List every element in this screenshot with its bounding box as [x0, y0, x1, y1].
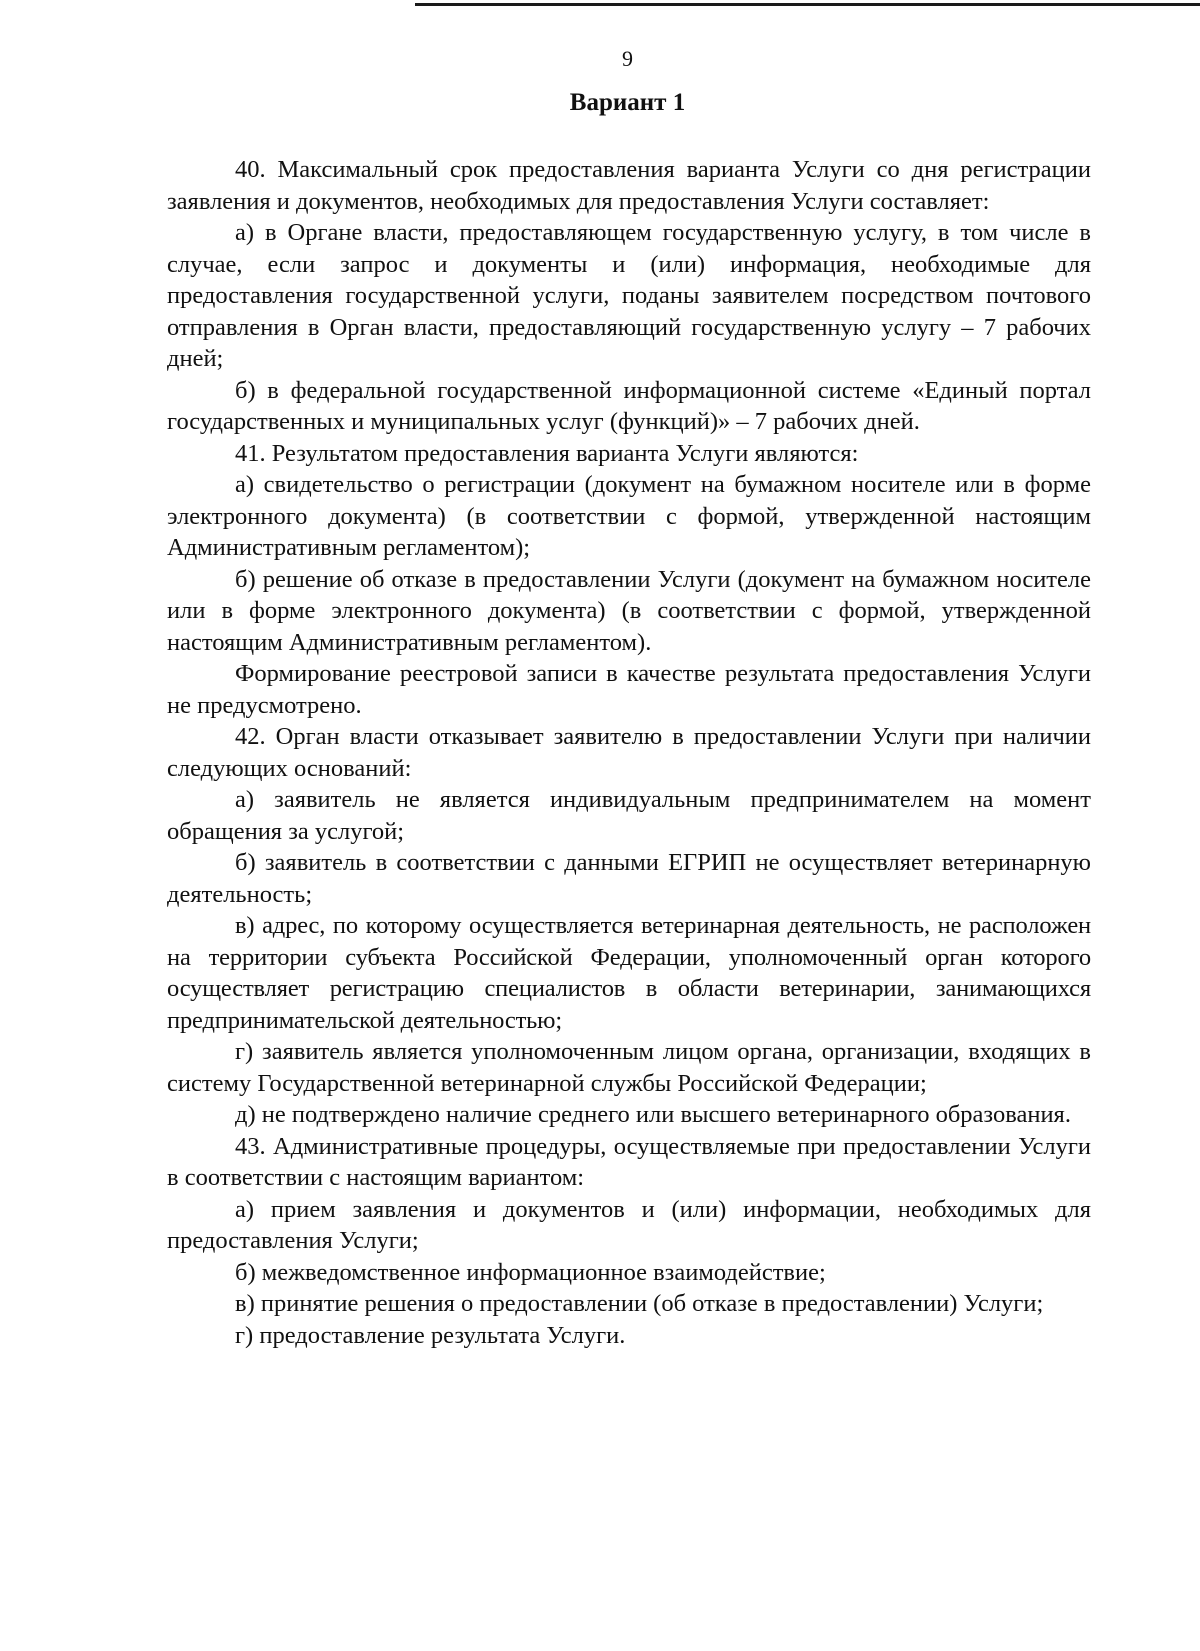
paragraph-43: 43. Административные процедуры, осуществляемые при предоставлении Услуги в соответствии с настоящим вариантом: — [167, 1132, 1091, 1191]
paragraph-42-b: б) заявитель в соответствии с данными ЕГРИП не осуществляет ветеринарную деятельность; — [167, 849, 1091, 908]
paragraph-43-a: а) прием заявления и документов и (или) информации, необходимых для предоставления Услуги; — [167, 1195, 1091, 1254]
paragraph-42-v: в) адрес, по которому осуществляется ветеринарная деятельность, не расположен на территории субъекта Российской Федерации, уполномоченный орган которого осуществляет регистрацию специалистов в области ветеринарии, занимающихся предпринимательской деятельностью; — [167, 912, 1091, 1034]
paragraph-41-b: б) решение об отказе в предоставлении Услуги (документ на бумажном носителе или в форме электронного документа) (в соответствии с формой, утвержденной настоящим Административным регламентом). — [167, 565, 1091, 656]
paragraph-41-note: Формирование реестровой записи в качестве результата предоставления Услуги не предусмотрено. — [167, 660, 1091, 719]
paragraph-43-b: б) межведомственное информационное взаимодействие; — [235, 1258, 826, 1286]
paragraph-40: 40. Максимальный срок предоставления варианта Услуги со дня регистрации заявления и документов, необходимых для предоставления Услуги составляет: — [167, 156, 1091, 215]
document-body — [167, 154, 1091, 1351]
paragraph-43-v: в) принятие решения о предоставлении (об отказе в предоставлении) Услуги; — [235, 1290, 1044, 1317]
paragraph-42-d: д) не подтверждено наличие среднего или высшего ветеринарного образования. — [235, 1101, 1071, 1128]
section-heading: Вариант 1 — [569, 89, 686, 116]
page-number: 9 — [622, 46, 633, 71]
paragraph-40-a: а) в Органе власти, предоставляющем государственную услугу, в том числе в случае, если запрос и документы и (или) информация, необходимые для предоставления государственной услуги, поданы заявителем посредством почтового отправления в Орган власти, предоставляющий государственную услугу – 7 рабочих дней; — [167, 219, 1091, 372]
paragraph-41: 41. Результатом предоставления варианта Услуги являются: — [235, 439, 859, 467]
paragraph-41-a: а) свидетельство о регистрации (документ на бумажном носителе или в форме электронного документа) (в соответствии с формой, утвержденной настоящим Административным регламентом); — [167, 471, 1091, 561]
paragraph-42-g: г) заявитель является уполномоченным лицом органа, организации, входящих в систему Государственной ветеринарной службы Российской Федерации; — [167, 1038, 1091, 1097]
paragraph-40-b: б) в федеральной государственной информационной системе «Единый портал государственных и муниципальных услуг (функций)» – 7 рабочих дней. — [167, 376, 1091, 435]
paragraph-43-g: г) предоставление результата Услуги. — [235, 1321, 626, 1349]
paragraph-42-a: а) заявитель не является индивидуальным предпринимателем на момент обращения за услугой; — [167, 786, 1091, 845]
paragraph-42: 42. Орган власти отказывает заявителю в предоставлении Услуги при наличии следующих оснований: — [167, 723, 1091, 782]
top-border-line — [415, 3, 1200, 6]
